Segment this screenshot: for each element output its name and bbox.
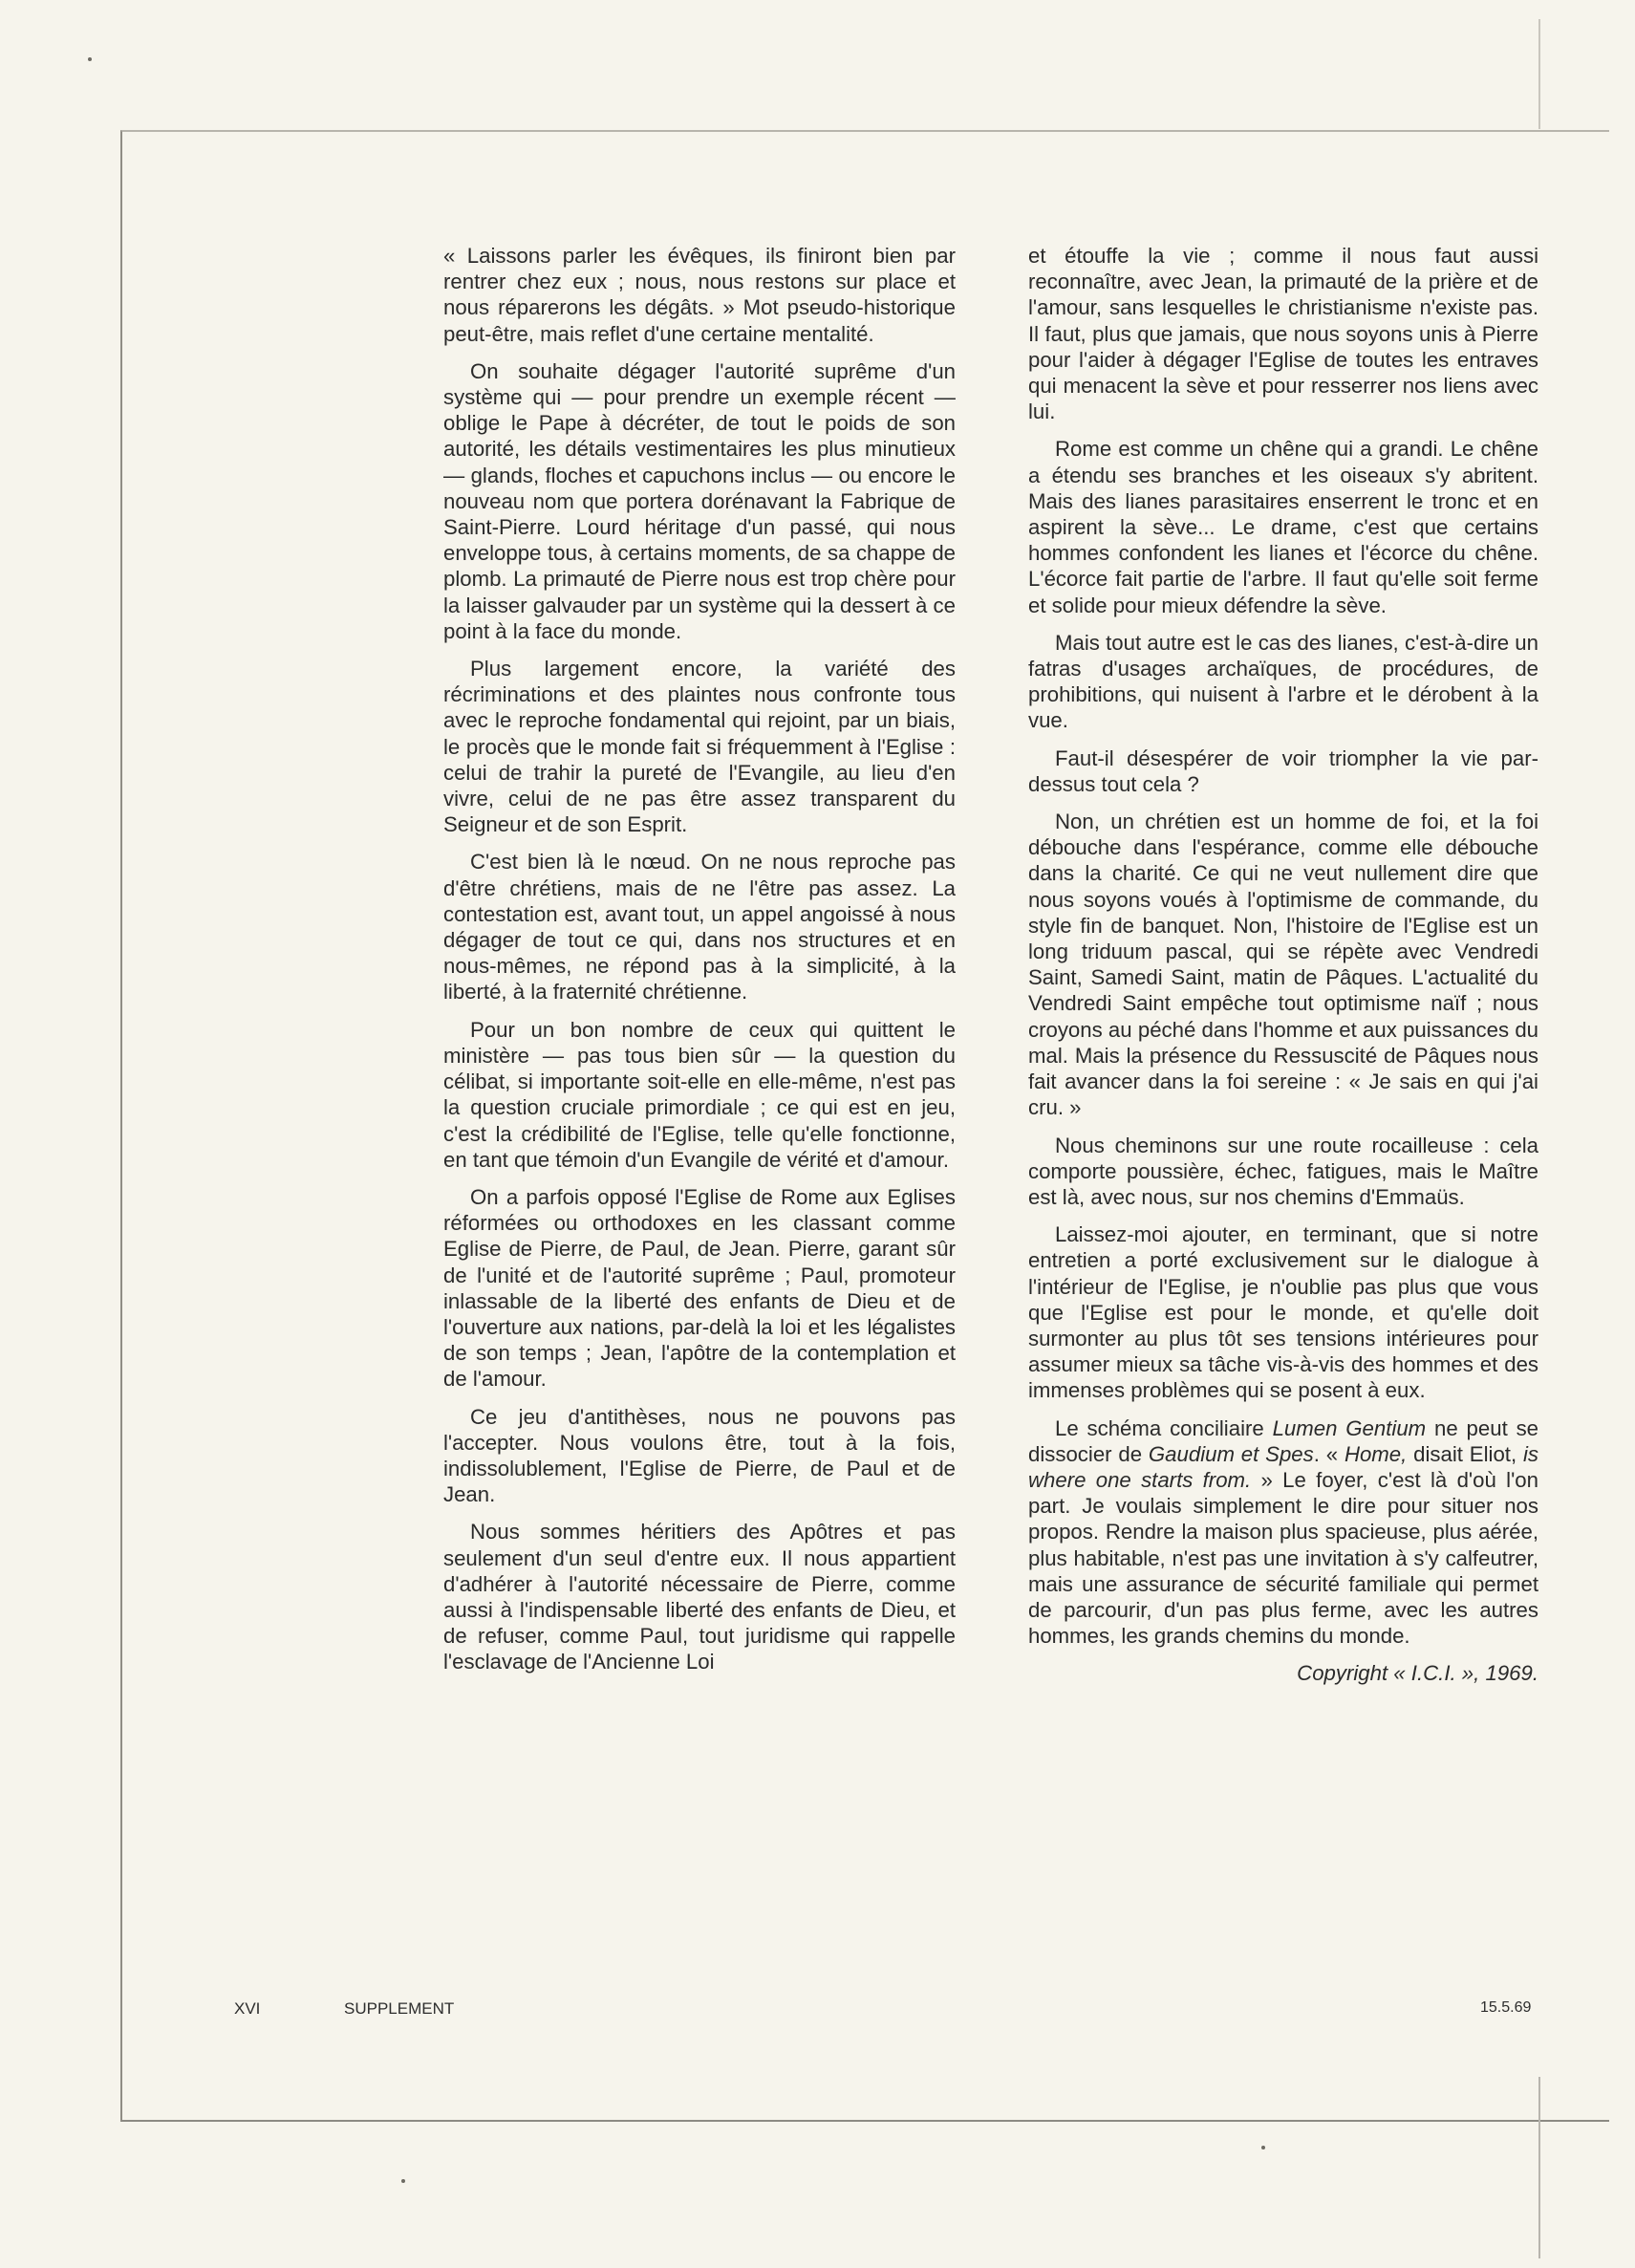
- quote-mark: «: [1325, 1441, 1345, 1466]
- article-paragraph: Laissez-moi ajouter, en terminant, que si notre entretien a porté exclusivement sur le dialogue à l'intérieur de l'Eglise, je n'oublie pas plus que vous que l'Eglise est pour le monde, et qu'elle doit surmonter au plus tôt ses tensions intérieures pour assumer mieux sa tâche vis-à-vis des hommes et des immenses problèmes qui se posent à eux.: [1028, 1222, 1538, 1403]
- gaudium-et-spes-title: Gaudium et Spes: [1148, 1441, 1314, 1466]
- schema-paragraph: [1028, 1415, 1538, 1650]
- home-paragraph-text: Le foyer, c'est là d'où l'on part. Je voulais simplement le dire pour situer nos propos. Rendre la maison plus spacieuse, plus aérée, plus habitable, n'est pas une invitation à s'y calfeutrer, mais une assurance de sécurité familiale qui permet de parcourir, d'un pas plus ferme, avec les autres hommes, les grands chemins du monde.: [1028, 1467, 1538, 1649]
- copyright-line: Copyright « I.C.I. », 1969.: [1297, 1661, 1538, 1686]
- article-paragraph: C'est bien là le nœud. On ne nous reproche pas d'être chrétiens, mais de ne l'être pas assez. La contestation est, avant tout, un appel angoissé à nous dégager de tout ce qui, dans nos structures et en nous-mêmes, ne répond pas à la simplicité, à la liberté, à la fraternité chrétienne.: [443, 850, 956, 1004]
- quote-mark: »: [1251, 1467, 1273, 1492]
- article-paragraph: On a parfois opposé l'Eglise de Rome aux Eglises réformées ou orthodoxes en les classant comme Eglise de Pierre, de Paul, de Jean. Pierre, garant sûr de l'unité et de l'autorité suprême ; Paul, promoteur inlassable de la liberté des enfants de Dieu et de l'ouverture aux nations, par-delà la loi et les légalistes de son temps ; Jean, l'apôtre de la contemplation et de l'amour.: [443, 1184, 956, 1392]
- issue-date: 15.5.69: [1480, 1999, 1532, 2016]
- article-paragraph: Rome est comme un chêne qui a grandi. Le chêne a étendu ses branches et les oiseaux s'y abritent. Mais des lianes parasitaires enserrent le tronc et en aspirent la sève... Le drame, c'est que certains hommes confondent les lianes et l'écorce du chêne. L'écorce fait partie de l'arbre. Il faut qu'elle soit ferme et solide pour mieux défendre la sève.: [1028, 437, 1538, 617]
- left-text-column: [443, 243, 956, 1687]
- schema-text: .: [1313, 1441, 1320, 1466]
- paper-speck: [401, 2179, 405, 2183]
- article-paragraph: et étouffe la vie ; comme il nous faut aussi reconnaître, avec Jean, la primauté de la prière et de l'amour, sans lesquelles le christianisme n'existe pas. Il faut, plus que jamais, que nous soyons unis à Pierre pour l'aider à dégager l'Eglise de toutes les entraves qui menacent la sève et pour resserrer nos liens avec lui.: [1028, 244, 1538, 424]
- attribution-text: disait Eliot,: [1407, 1441, 1523, 1466]
- binding-edge-line: [1538, 19, 1540, 129]
- article-paragraph: Faut-il désespérer de voir triompher la vie par-dessus tout cela ?: [1028, 745, 1538, 796]
- article-paragraph: Ce jeu d'antithèses, nous ne pouvons pas l'accepter. Nous voulons être, tout à la fois, indissolublement, l'Eglise de Pierre, de Paul et de Jean.: [443, 1404, 956, 1507]
- article-paragraph: « Laissons parler les évêques, ils finiront bien par rentrer chez eux ; nous, nous restons sur place et nous réparerons les dégâts. » Mot pseudo-historique peut-être, mais reflet d'une certaine mentalité.: [443, 244, 956, 346]
- right-text-column: [1028, 243, 1538, 1698]
- article-paragraph: Non, un chrétien est un homme de foi, et la foi débouche dans l'espérance, comme elle débouche dans la charité. Ce qui ne veut nullement dire que nous soyons voués à l'optimisme de commande, du style fin de banquet. Non, l'histoire de l'Eglise est un long triduum pascal, qui se répète avec Vendredi Saint, Samedi Saint, matin de Pâques. L'actualité du Vendredi Saint empêche tout optimisme naïf ; nous croyons au péché dans l'homme et aux puissances du mal. Mais la présence du Ressuscité de Pâques nous fait avancer dans la foi sereine : « Je sais en qui j'ai cru. »: [1028, 810, 1538, 1120]
- article-paragraph: Nous sommes héritiers des Apôtres et pas seulement d'un seul d'entre eux. Il nous appartient d'adhérer à l'autorité nécessaire de Pierre, comme aussi à l'indispensable liberté des enfants de Dieu, et de refuser, comme Paul, tout juridisme qui rappelle l'esclavage de l'Ancienne Loi: [443, 1520, 956, 1674]
- article-paragraph: On souhaite dégager l'autorité suprême d'un système qui — pour prendre un exemple récent — oblige le Pape à décréter, de tout le poids de son autorité, les détails vestimentaires les plus minutieux — glands, floches et capuchons inclus — ou encore le nouveau nom que portera dorénavant la Fabrique de Saint-Pierre. Lourd héritage d'un passé, qui nous enveloppe tous, à certains moments, de sa chappe de plomb. La primauté de Pierre nous est trop chère pour la laisser galvauder par un système qui la dessert à ce point à la face du monde.: [443, 358, 956, 643]
- schema-text: Le schéma conciliaire: [1055, 1415, 1273, 1440]
- paper-speck: [88, 57, 92, 61]
- home-quote: Home,: [1344, 1441, 1408, 1466]
- schema-text: ne peut se dissocier de: [1028, 1415, 1539, 1466]
- lumen-gentium-title: Lumen Gentium: [1272, 1415, 1427, 1440]
- article-paragraph: Nous cheminons sur une route rocailleuse : cela comporte poussière, échec, fatigues, mais le Maître est là, avec nous, sur nos chemins d'Emmaüs.: [1028, 1133, 1538, 1209]
- section-label: SUPPLEMENT: [344, 1999, 455, 2018]
- page-number: XVI: [234, 1999, 261, 2018]
- article-paragraph: Plus largement encore, la variété des récriminations et des plaintes nous confronte tous avec le reproche fondamental qui rejoint, par un biais, le procès que le monde fait si fréquemment à l'Eglise : celui de trahir la pureté de l'Evangile, au lieu d'en vivre, celui de ne pas être assez transparent du Seigneur et de son Esprit.: [443, 657, 956, 837]
- eliot-quote: is where one starts from.: [1028, 1441, 1538, 1492]
- corner-fold-mark: [1538, 2077, 1603, 2258]
- article-paragraph: Pour un bon nombre de ceux qui quittent le ministère — pas tous bien sûr — la question du célibat, si importante soit-elle en elle-même, n'est pas la question cruciale primordiale ; ce qui est en jeu, c'est la crédibilité de l'Eglise, telle qu'elle fonctionne, en tant que témoin d'un Evangile de vérité et d'amour.: [443, 1017, 956, 1172]
- article-paragraph: Mais tout autre est le cas des lianes, c'est-à-dire un fatras d'usages archaïques, de procédures, de prohibitions, qui nuisent à l'arbre et le dérobent à la vue.: [1028, 630, 1538, 733]
- paper-speck: [1261, 2146, 1265, 2149]
